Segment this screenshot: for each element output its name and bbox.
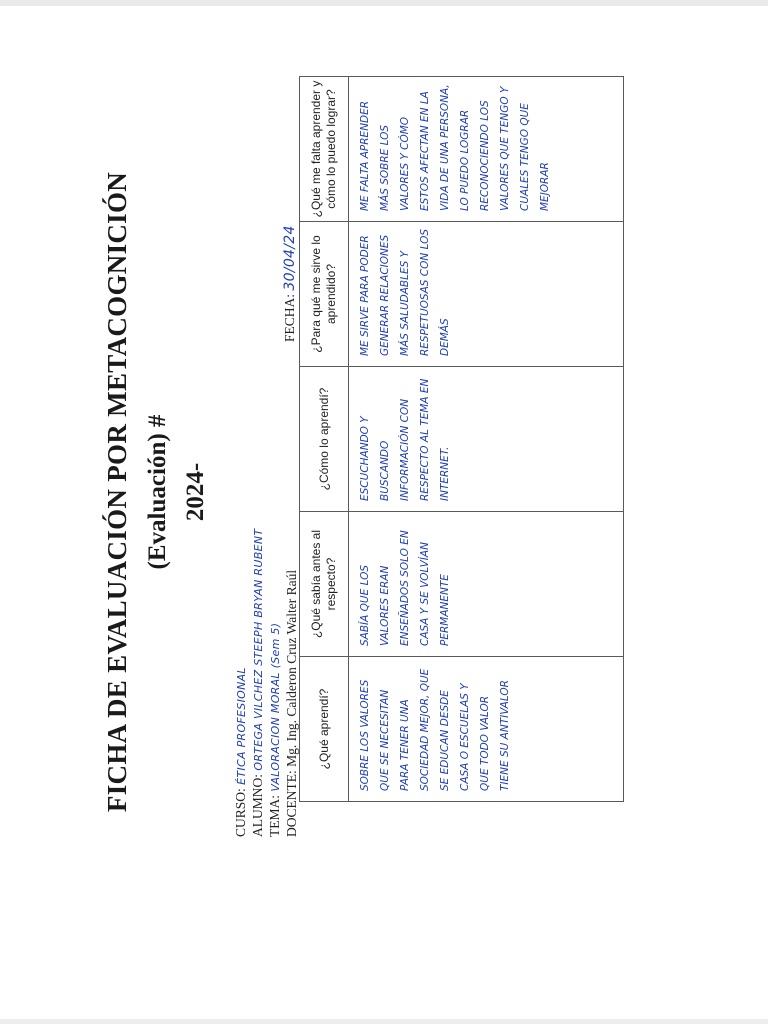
header-como-aprendi: ¿Cómo lo aprendí? [300, 367, 349, 512]
scan-top-edge [0, 0, 768, 6]
tema-label: TEMA: [267, 795, 282, 837]
sheet-year: 2024- [182, 462, 209, 522]
scan-bottom-edge [0, 1019, 768, 1024]
alumno-value: ORTEGA VILCHEZ STEEPH BRYAN RUBENT [252, 528, 265, 771]
answer-que-sabia: SABÍA QUE LOS VALORES ERAN ENSEÑADOS SOLO EN CASA Y SE VOLVÍAN PERMANENTE [359, 530, 451, 646]
sheet-title: FICHA DE EVALUACIÓN POR METACOGNICIÓN [102, 171, 132, 813]
header-que-falta: ¿Qué me falta aprender y cómo lo puedo lograr? [300, 77, 349, 222]
answer-cell-4 [349, 222, 624, 367]
fecha-label: FECHA: [282, 293, 297, 342]
fecha-row [282, 225, 298, 342]
docente-value: Mg. Ing. Calderon Cruz Walter Raúl [284, 569, 299, 767]
sheet-subtitle: (Evaluación) # [144, 414, 171, 570]
curso-value: ÉTICA PROFESIONAL [235, 667, 248, 785]
student-info [233, 529, 300, 837]
tema-row [267, 529, 284, 837]
answer-cell-1 [349, 657, 624, 802]
header-que-aprendi: ¿Qué aprendí? [300, 657, 349, 802]
answer-que-aprendi: SOBRE LOS VALORES QUE SE NECESITAN PARA TENER UNA SOCIEDAD MEJOR, QUE SE EDUCAN DESDE CASA O ESCUELAS Y QUE TODO VALOR TIENE SU ANTIVALOR [359, 668, 511, 791]
answer-para-que-sirve: ME SIRVE PARA PODER GENERAR RELACIONES MÁS SALUDABLES Y RESPETUOSAS CON LOS DEMÁS [359, 228, 451, 356]
answer-como-aprendi: ESCUCHANDO Y BUSCANDO INFORMACIÓN CON RESPECTO AL TEMA EN INTERNET. [359, 378, 451, 501]
docente-row [284, 529, 300, 837]
alumno-label: ALUMNO: [250, 774, 265, 837]
alumno-row [250, 529, 267, 837]
answer-que-falta: ME FALTA APRENDER MÁS SOBRE LOS VALORES Y CÓMO ESTOS AFECTAN EN LA VIDA DE UNA PERSONA, LO PUEDO LOGRAR RECONOCIENDO LOS VALORES QUE TENGO Y CUALES TENGO QUE MEJORAR [359, 84, 551, 211]
header-que-sabia: ¿Qué sabía antes al respecto? [300, 512, 349, 657]
fecha-value: 30/04/24 [282, 225, 298, 291]
answer-cell-3 [349, 367, 624, 512]
tema-value: VALORACION MORAL (Sem 5) [269, 622, 282, 792]
curso-label: CURSO: [233, 788, 248, 837]
table-answer-row [349, 77, 624, 802]
answer-cell-2 [349, 512, 624, 657]
evaluation-sheet [20, 52, 630, 932]
docente-label: DOCENTE: [284, 770, 299, 837]
curso-row [233, 529, 250, 837]
metacognition-table [299, 76, 624, 802]
answer-cell-5 [349, 77, 624, 222]
table-header-row [300, 77, 349, 802]
header-para-que-sirve: ¿Para qué me sirve lo aprendido? [300, 222, 349, 367]
